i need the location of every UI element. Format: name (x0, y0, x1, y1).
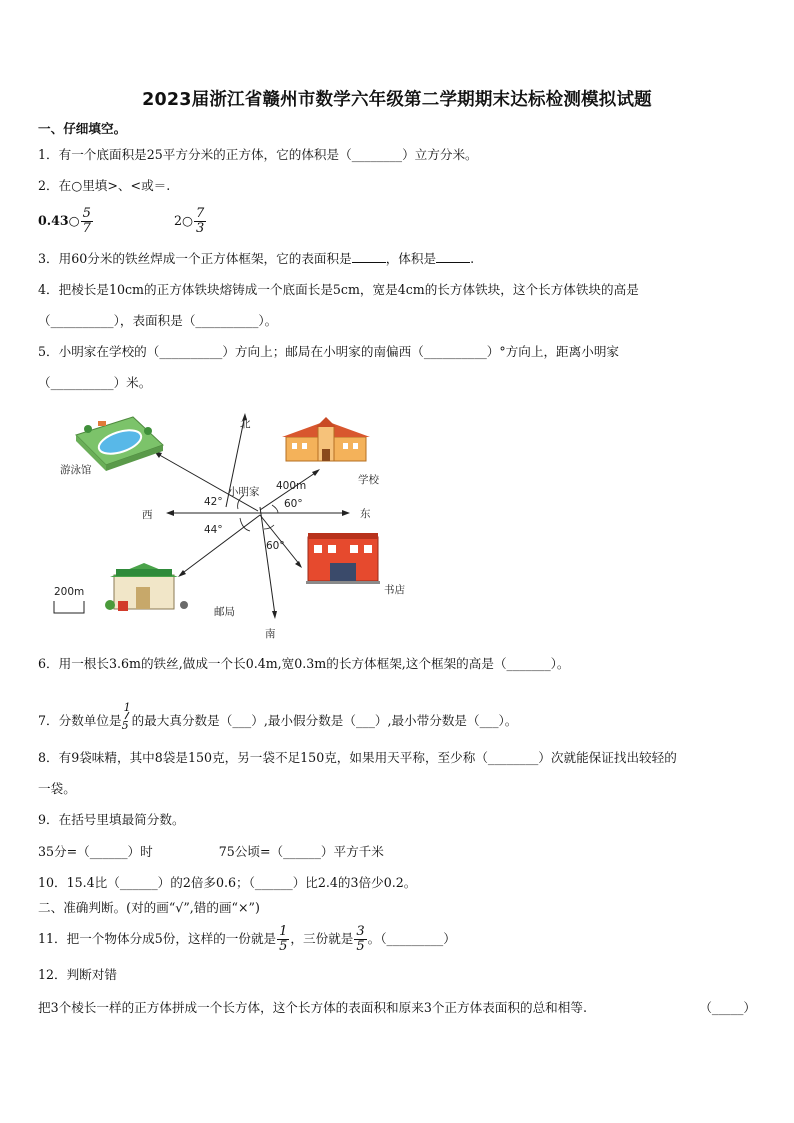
distance-label: 400m (276, 480, 307, 492)
fraction: $\frac{1}{5}$ (279, 924, 288, 954)
question-9: 9．在括号里填最简分数。 (38, 812, 185, 827)
question-12-title: 12．判断对错 (38, 967, 117, 982)
answer-blank[interactable] (436, 250, 470, 263)
pool-label: 游泳馆 (60, 464, 92, 476)
school-label: 学校 (358, 474, 379, 486)
scale-bar (54, 601, 84, 613)
angle-nw-label: 42° (204, 496, 223, 508)
question-7: 7．分数单位是 1 5 的最大真分数是（___）,最小假分数是（___）,最小带分数是（___）。 (38, 700, 518, 732)
question-9-items (38, 843, 384, 861)
q9-item-a: 35分=（______）时 (38, 844, 153, 859)
post-office-icon (105, 563, 188, 611)
east-arrow (342, 510, 350, 516)
fraction: $\frac{7}{3}$ (196, 206, 205, 236)
question-1: 1．有一个底面积是25平方分米的正方体，它的体积是（________）立方分米。 (38, 147, 478, 162)
angle-sw-label: 44° (204, 524, 223, 536)
south-arrow (272, 611, 277, 619)
north-label: 北 (240, 418, 251, 430)
question-2: 2．在○里填>、<或＝. (38, 178, 171, 193)
question-11: 11．把一个物体分成5份，这样的一份就是 $\frac{1}{5}$ ，三份就是 $\frac{3}{5}$ 。（_________） (38, 924, 456, 954)
answer-blank[interactable] (352, 250, 386, 263)
west-arrow (166, 510, 174, 516)
page-title: 2023届浙江省赣州市数学六年级第二学期期末达标检测模拟试题 (142, 90, 652, 110)
question-2-items (38, 204, 207, 238)
fraction: $\frac{3}{5}$ (356, 924, 365, 954)
section-2-heading: 二、准确判断。(对的画“√”,错的画“×”) (38, 900, 260, 915)
question-8-line1: 8．有9袋味精，其中8袋是150克，另一袋不足150克，如果用天平称，至少称（________）次就能保证找出较轻的 (38, 750, 677, 765)
question-12: 把3个棱长一样的正方体拼成一个长方体，这个长方体的表面积和原来3个正方体表面积的总和相等. （_____） (38, 1000, 756, 1015)
south-line (260, 507, 275, 615)
school-icon (282, 417, 370, 461)
west-label: 西 (142, 509, 153, 521)
fraction: $\frac{5}{7}$ (82, 206, 91, 236)
question-4-line1: 4．把棱长是10cm的正方体铁块熔铸成一个底面长是5cm，宽是4cm的长方体铁块，这个长方体铁块的高是 (38, 282, 639, 297)
question-4-line2: （__________），表面积是（__________）。 (38, 313, 278, 328)
bookstore-icon (306, 533, 380, 584)
answer-blank[interactable]: （_____） (699, 1000, 756, 1015)
east-label: 东 (360, 508, 371, 520)
question-8-line2: 一袋。 (38, 781, 76, 796)
question-6: 6．用一根长3.6m的铁丝,做成一个长0.4m,宽0.3m的长方体框架,这个框架的高是（_______）。 (38, 656, 570, 671)
q2-item-a: 0.43○ $\frac{5}{7}$ (38, 206, 91, 236)
q9-item-b: 75公顷=（______）平方千米 (218, 844, 384, 859)
scale-label: 200m (54, 586, 85, 598)
pool-icon (76, 417, 163, 471)
home-label: 小明家 (228, 486, 260, 498)
direction-map (38, 405, 438, 645)
post-label: 邮局 (214, 606, 235, 618)
south-label: 南 (265, 628, 276, 640)
question-5-line2: （__________）米。 (38, 375, 152, 390)
question-5-line1: 5．小明家在学校的（__________）方向上；邮局在小明家的南偏西（__________）°方向上，距离小明家 (38, 344, 620, 359)
angle-se-label: 60° (266, 540, 285, 552)
bookstore-label: 书店 (384, 584, 405, 596)
fraction: 1 5 (121, 700, 131, 732)
q2-item-b: 2○ $\frac{7}{3}$ (173, 206, 205, 236)
question-3: 3．用60分米的铁丝焊成一个正方体框架，它的表面积是 ，体积是 . (38, 251, 475, 266)
question-10: 10．15.4比（______）的2倍多0.6；（______）比2.4的3倍少0.2。 (38, 875, 417, 890)
section-1-heading: 一、仔细填空。 (38, 121, 127, 136)
angle-ne-label: 60° (284, 498, 303, 510)
